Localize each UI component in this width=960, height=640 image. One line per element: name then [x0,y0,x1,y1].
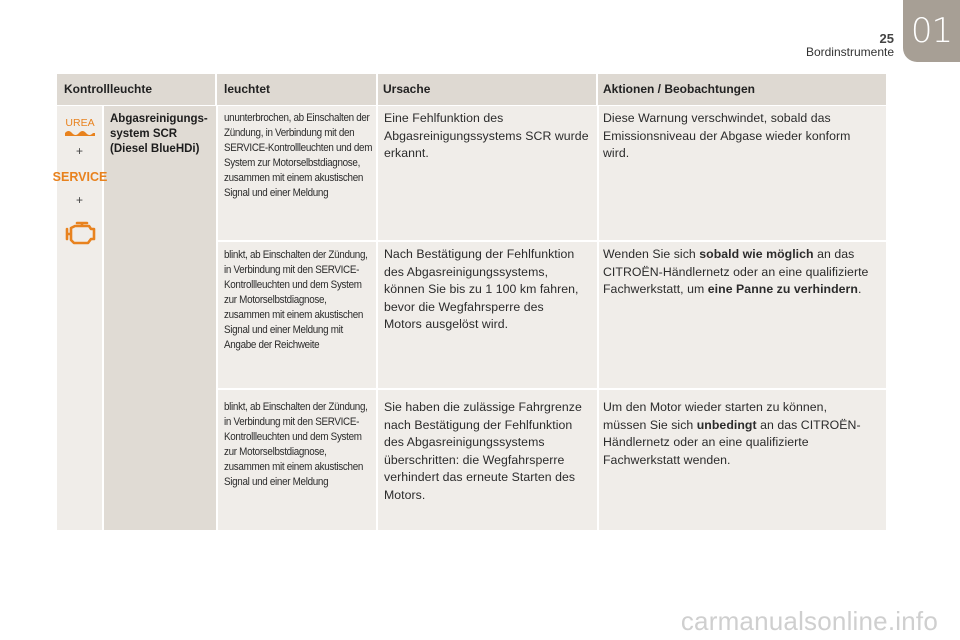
column-divider [596,74,598,105]
row-1-cause-cell [378,106,597,240]
column-header-warning-light: Kontrollleuchte [64,82,153,96]
urea-level-icon [62,116,98,138]
plus-sign: + [76,193,84,207]
row-2-action-text: . [857,282,862,296]
row-1-lights: ununterbrochen, ab Einschalten der Zündung, in Verbindung mit den SERVICE-Kontrollleuchten und dem System zur Motorselbstdiagnose, zusammen mit einem akustischen Signal und einer Meldung [224,112,373,199]
row-1-lights-cell [218,106,376,240]
warning-light-name: Abgasreinigungs-system SCR (Diesel BlueHDi) [110,113,208,155]
row-2-lights-cell [218,242,376,388]
row-3-action-emphasis: unbedingt [696,417,757,432]
row-3-cause: Sie haben die zulässige Fahrgrenze nach Bestätigung der Fehlfunktion des Abgasreinigungssystems überschritten: die Wegfahrsperre verhindert das erneute Starten des Motors. [384,400,582,502]
watermark: carmanualsonline.info [680,606,938,636]
row-2-action [603,246,877,299]
column-divider [215,74,217,105]
row-2-action-cell [599,242,886,388]
row-2-action-text: an das CITROËN-Händlernetz oder an eine qualifizierte Fachwerkstatt, um [603,247,869,296]
row-1-action-cell [599,106,886,240]
row-2-action-text: Wenden Sie sich [603,247,700,261]
column-header-cause: Ursache [383,82,431,96]
row-3-action-text: an das CITROËN-Händlernetz oder an eine qualifizierte Fachwerkstatt wenden. [603,417,861,467]
plus-sign: + [76,144,84,158]
row-3-lights-cell [218,390,376,530]
warning-light-name-cell [104,106,216,530]
chapter-number: 01 [910,11,953,51]
chapter-tab [903,0,960,62]
row-2-action-emphasis: eine Panne zu verhindern [707,282,858,296]
row-2-lights: blinkt, ab Einschalten der Zündung, in Verbindung mit den SERVICE-Kontrollleuchten und dem System zur Motorselbstdiagnose, zusammen mit einem akustischen Signal und einer Meldung mit Angabe der Reichweite [224,249,368,351]
row-3-action [603,399,867,469]
page-number: 25 [879,31,894,46]
table-header [57,74,886,105]
row-3-action-cell [599,390,886,530]
row-3-cause-cell [378,390,597,530]
service-label: SERVICE [52,170,108,184]
engine-check-icon [63,220,99,246]
row-2-cause-cell [378,242,597,388]
row-1-action: Diese Warnung verschwindet, sobald das Emissionsniveau der Abgase wieder konform wird. [603,111,851,160]
row-3-action-text: Um den Motor wieder starten zu können, müssen Sie sich [603,400,828,432]
column-header-lights: leuchtet [224,82,271,96]
row-3-lights: blinkt, ab Einschalten der Zündung, in Verbindung mit den SERVICE-Kontrollleuchten und dem System zur Motorselbstdiagnose, zusammen mit einem akustischen Signal und einer Meldung [224,401,368,488]
section-title: Bordinstrumente [805,45,894,59]
column-header-actions: Aktionen / Beobachtungen [603,82,756,96]
row-2-action-emphasis: sobald wie möglich [699,247,814,261]
row-2-cause: Nach Bestätigung der Fehlfunktion des Abgasreinigungssystems, können Sie bis zu 1 100 km fahren, bevor die Wegfahrsperre des Motors ausgelöst wird. [384,247,579,331]
row-1-cause: Eine Fehlfunktion des Abgasreinigungssystems SCR wurde erkannt. [384,111,589,160]
urea-label: UREA [65,117,95,129]
service-icon [52,167,108,185]
column-divider [376,74,378,105]
